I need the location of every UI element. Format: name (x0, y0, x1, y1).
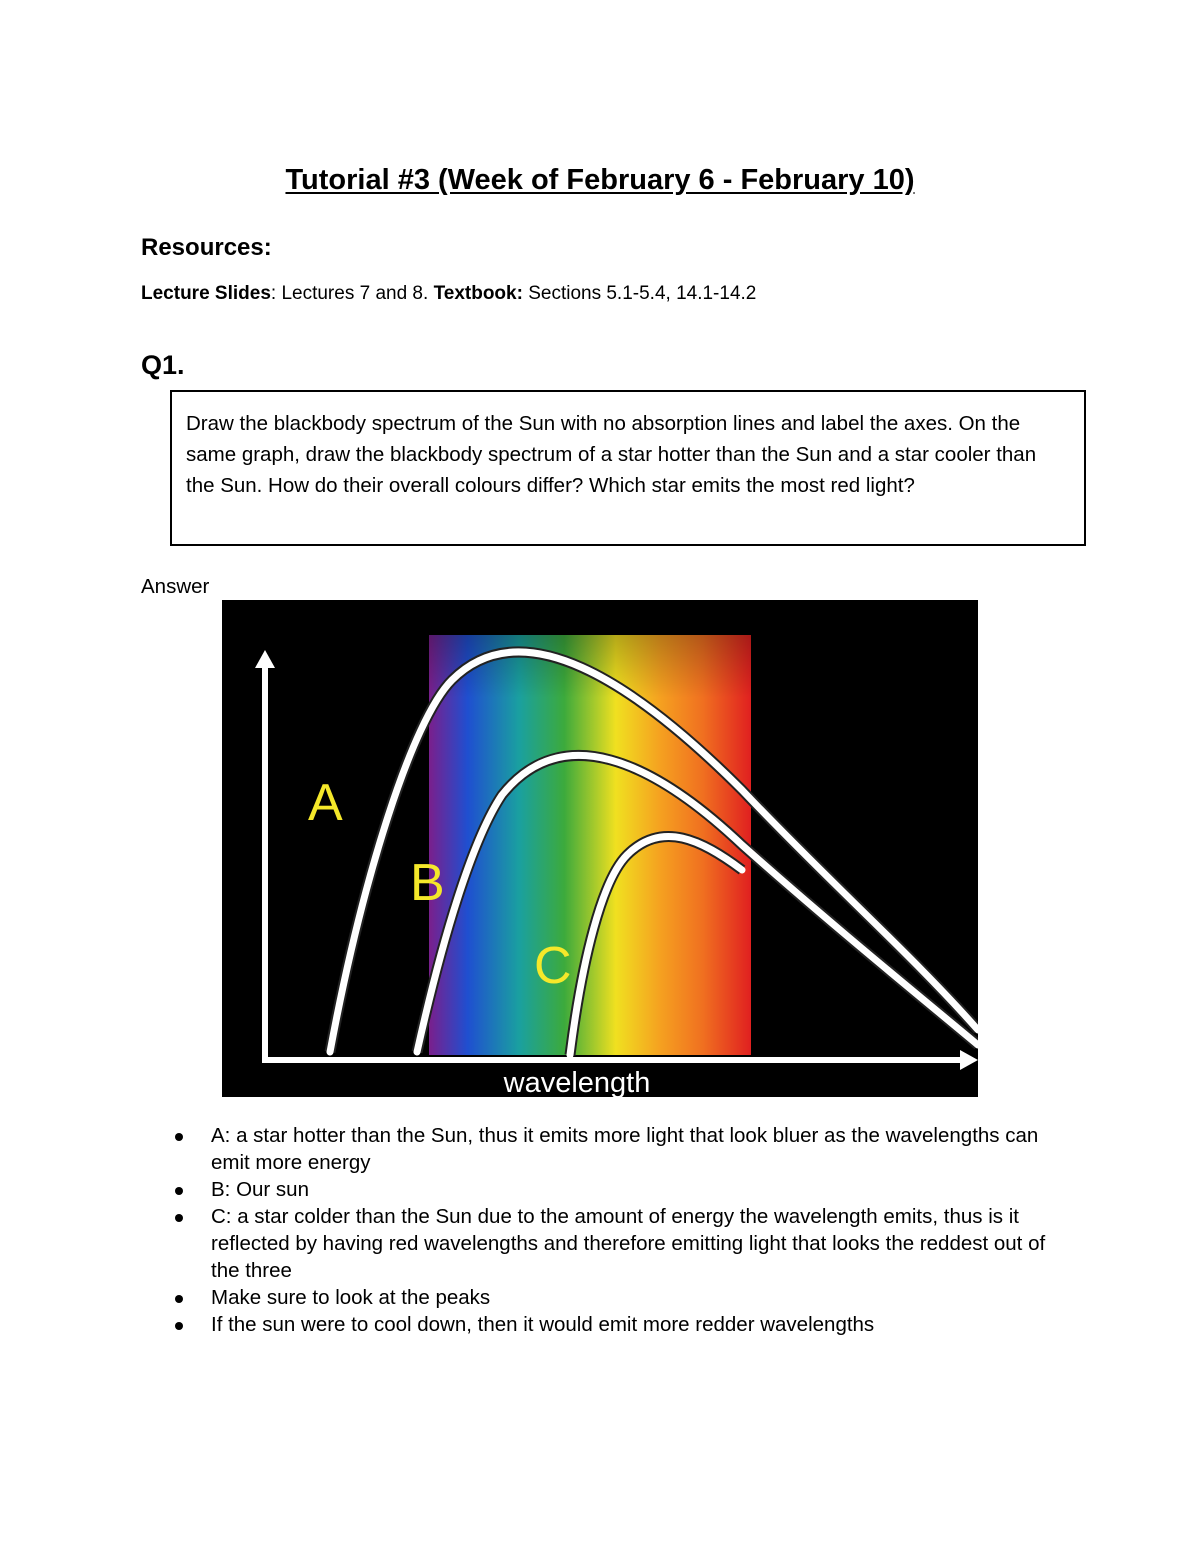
textbook-label: Textbook: (433, 283, 523, 304)
x-axis-arrowhead (960, 1050, 978, 1070)
list-item (175, 1284, 1075, 1311)
bullet-icon (175, 1133, 183, 1141)
bullet-icon (175, 1214, 183, 1222)
curve-label-c: C (534, 937, 572, 995)
lecture-slides-text: : Lectures 7 and 8. (270, 283, 434, 304)
bullet-icon (175, 1295, 183, 1303)
list-item (175, 1203, 1075, 1284)
curve-label-a: A (308, 774, 343, 832)
answer-text: Make sure to look at the peaks (211, 1286, 491, 1309)
lecture-slides-label: Lecture Slides (141, 283, 271, 304)
list-item (175, 1176, 1075, 1203)
answer-list (175, 1122, 1075, 1338)
question-heading: Q1. (141, 350, 185, 380)
answer-text: If the sun were to cool down, then it would emit more redder wavelengths (211, 1313, 875, 1336)
x-axis-label: wavelength (503, 1067, 651, 1097)
resources-line (141, 280, 756, 308)
textbook-text: Sections 5.1-5.4, 14.1-14.2 (522, 283, 757, 304)
bullet-icon (175, 1322, 183, 1330)
question-text: Draw the blackbody spectrum of the Sun with no absorption lines and label the axes. On the same graph, draw the blackbody spectrum of a star hotter than the Sun and a star cooler than the Sun. How do their overall colours differ? Which star emits the most red light? (186, 412, 1037, 497)
blackbody-figure (222, 600, 978, 1097)
resources-heading: Resources: (141, 234, 272, 261)
blackbody-spectrum-svg (222, 600, 978, 1097)
curve-label-b: B (410, 854, 445, 912)
document-title: Tutorial #3 (Week of February 6 - February 10) (285, 164, 915, 196)
answer-text: C: a star colder than the Sun due to the amount of energy the wavelength emits, thus is it reflected by having red wavelengths and therefore emitting light that looks the reddest out of the three (211, 1205, 1046, 1282)
question-box (170, 390, 1086, 546)
list-item (175, 1311, 1075, 1338)
bullet-icon (175, 1187, 183, 1195)
answer-label: Answer (141, 575, 210, 598)
answer-text: A: a star hotter than the Sun, thus it emits more light that look bluer as the wavelengths can emit more energy (211, 1124, 1039, 1174)
answer-text: B: Our sun (211, 1178, 309, 1201)
y-axis-arrowhead (255, 650, 275, 668)
list-item (175, 1122, 1075, 1176)
